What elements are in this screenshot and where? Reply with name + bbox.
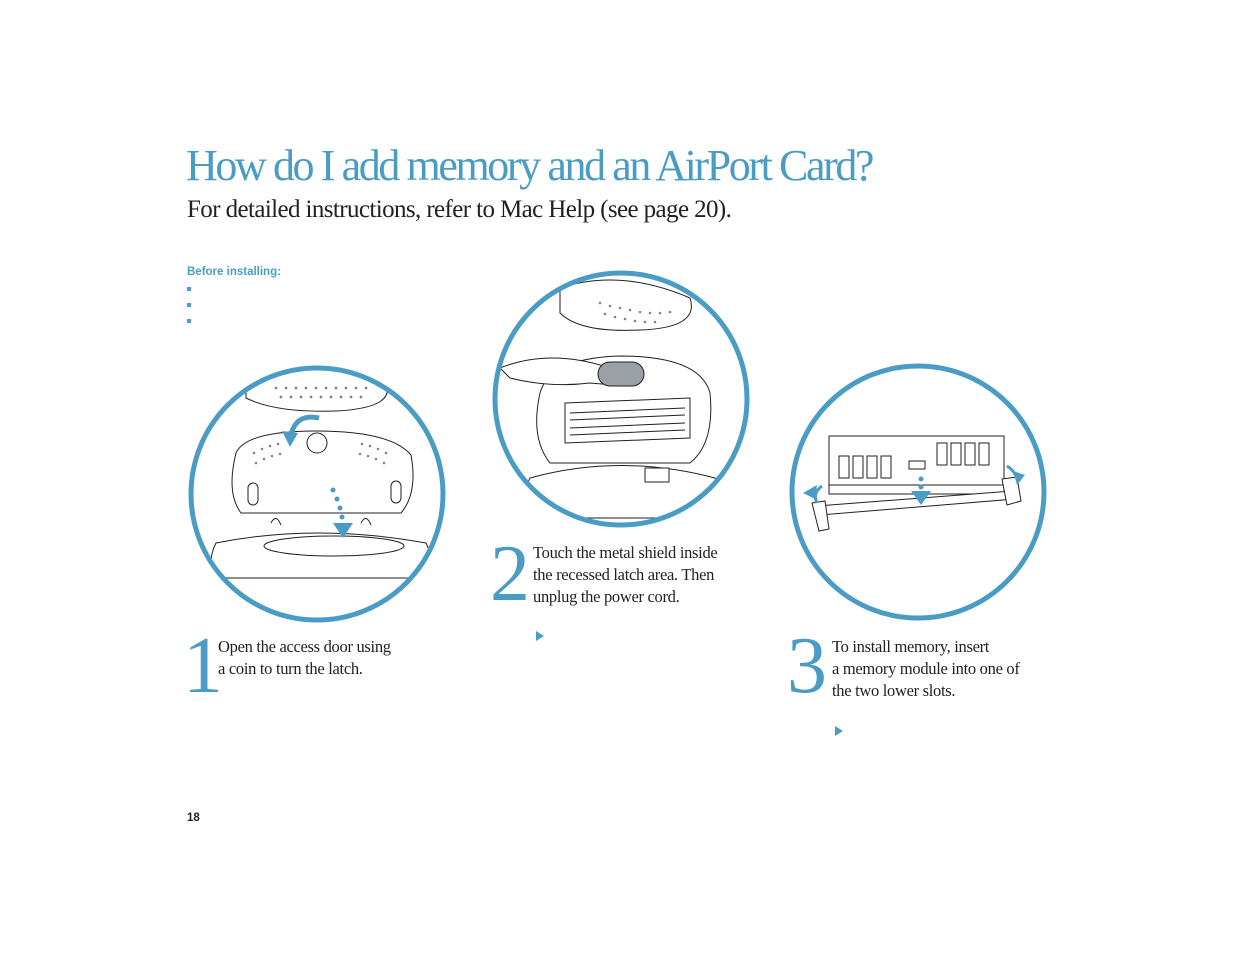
step-2-number: 2 (490, 530, 530, 618)
continue-arrow-icon (835, 726, 843, 736)
page-number: 18 (187, 812, 200, 824)
step-1-text (218, 636, 391, 680)
memory-module-illustration (787, 361, 1049, 623)
step-2-text (533, 542, 717, 608)
step-3-line: To install memory, insert (832, 637, 990, 656)
page-title: How do I add memory and an AirPort Card? (186, 141, 873, 190)
before-installing-heading: Before installing: (187, 266, 281, 278)
continue-arrow-icon (536, 631, 544, 641)
step-2-line: the recessed latch area. Then (533, 565, 715, 584)
before-installing-list (187, 287, 191, 335)
metal-shield-illustration (490, 268, 752, 530)
bullet-marker (187, 319, 191, 323)
step-3-line: a memory module into one of (832, 659, 1020, 678)
access-door-illustration (186, 363, 448, 625)
step-2-line: Touch the metal shield inside (533, 543, 718, 562)
bullet-marker (187, 287, 191, 291)
step-3-text (832, 636, 1020, 702)
step-3-line: the two lower slots. (832, 681, 956, 700)
page-subtitle: For detailed instructions, refer to Mac Help (see page 20). (187, 196, 732, 223)
bullet-marker (187, 303, 191, 307)
step-1-line: Open the access door using (218, 637, 391, 656)
step-2-line: unplug the power cord. (533, 587, 680, 606)
step-1-line: a coin to turn the latch. (218, 659, 363, 678)
step-1-number: 1 (183, 622, 223, 710)
step-3-number: 3 (787, 622, 827, 710)
